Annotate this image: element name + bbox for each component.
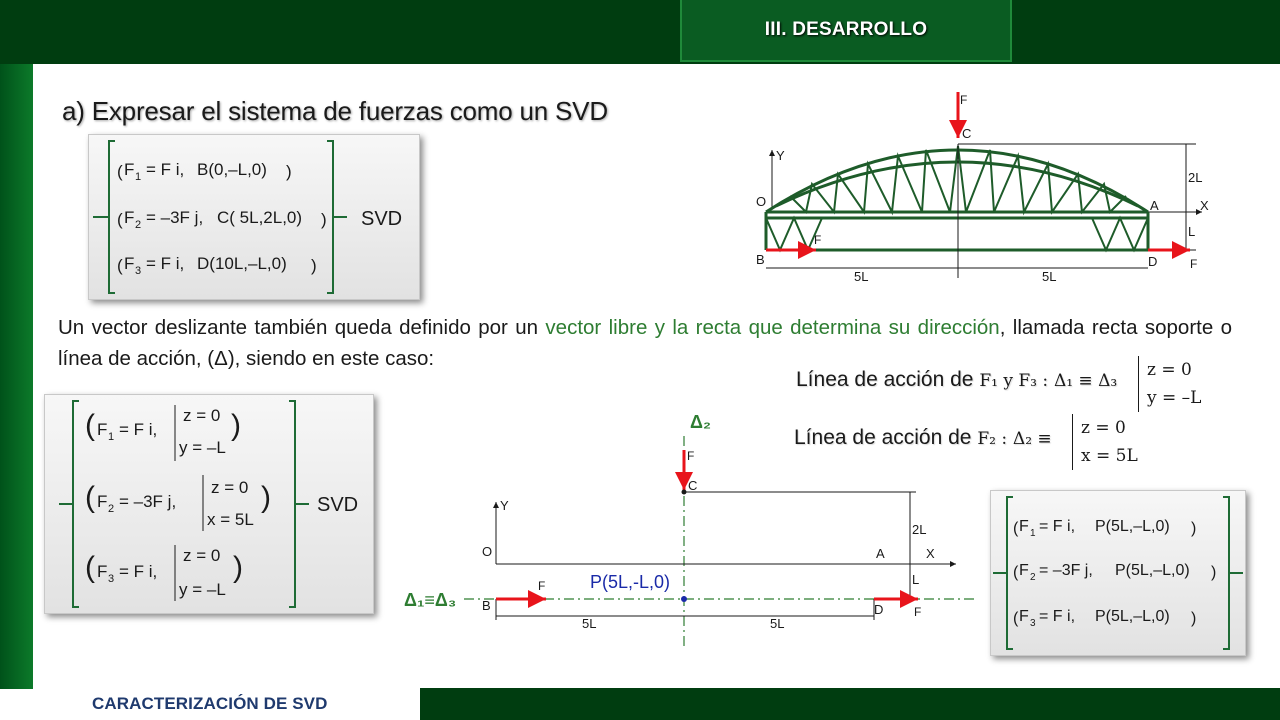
dimension-5l: 5L <box>770 616 785 631</box>
force-point: B(0,–L,0) <box>197 160 267 179</box>
svd-system-lines <box>45 395 373 613</box>
bracket-close: ) <box>1191 610 1197 627</box>
paragraph-text: , llamada recta soporte o línea de acción, (Δ), siendo en este caso: <box>58 316 1233 370</box>
force-symbol: F <box>1019 608 1029 625</box>
dimension-l: L <box>1188 224 1196 239</box>
dimension-2l: 2L <box>1188 170 1203 185</box>
force-subscript: 3 <box>135 265 142 277</box>
point-label-b: B <box>482 598 491 613</box>
delta2-label: Δ₂ <box>690 412 711 432</box>
condition: x = 5L <box>1081 446 1138 466</box>
dimension-5l: 5L <box>1042 269 1057 284</box>
bracket-close: ) <box>311 256 317 275</box>
force-equation: = F i, <box>1039 518 1076 535</box>
dimension-2l: 2L <box>912 522 927 537</box>
force-label-f3: F <box>914 605 922 619</box>
paragraph-text: Un vector deslizante también queda definido por un <box>58 316 546 339</box>
bracket-open: ( <box>117 162 123 181</box>
footer-title: CARACTERIZACIÓN DE SVD <box>92 694 328 713</box>
condition: z = 0 <box>1081 418 1126 438</box>
truss-diagram <box>740 88 1230 288</box>
force-label-f3: F <box>1190 257 1198 271</box>
force-subscript: 1 <box>108 431 115 443</box>
bracket-open: ( <box>85 409 95 442</box>
bracket-close: ) <box>1211 564 1217 581</box>
point-label-c: C <box>962 126 972 141</box>
point-label-d: D <box>874 602 884 617</box>
force-subscript: 1 <box>135 171 142 183</box>
svd-system-lines-box <box>44 394 374 614</box>
bracket-close: ) <box>233 551 243 584</box>
force-label-f1: F <box>538 579 546 593</box>
dimension-l: L <box>912 572 920 587</box>
dimension-5l: 5L <box>854 269 869 284</box>
axis-label-x: X <box>926 546 935 561</box>
bracket-open: ( <box>85 551 95 584</box>
bracket-open: ( <box>1013 564 1019 581</box>
section-title: III. DESARROLLO <box>680 0 1012 62</box>
top-bar <box>0 0 1280 64</box>
force-subscript: 1 <box>1030 528 1036 539</box>
force-subscript: 3 <box>1030 618 1036 629</box>
force-symbol: F <box>1019 518 1029 535</box>
point-label-b: B <box>756 252 765 267</box>
force-equation: = F i, <box>1039 608 1076 625</box>
bracket-close: ) <box>1191 520 1197 537</box>
force-point: D(10L,–L,0) <box>197 254 287 273</box>
point-label-d: D <box>1148 254 1158 269</box>
force-point: C( 5L,2L,0) <box>217 208 303 227</box>
force-equation: = F i, <box>146 254 185 273</box>
force-symbol: F <box>1019 562 1029 579</box>
svd-label: SVD <box>361 208 403 230</box>
bracket-close: ) <box>261 481 271 514</box>
action-line-equation: Δ₁ ≡ Δ₃ <box>1053 371 1118 391</box>
action-line-diagram <box>400 406 980 656</box>
force-label-f2: F <box>687 449 695 463</box>
condition: y = –L <box>1147 388 1202 408</box>
point-label-o: O <box>756 194 767 209</box>
svd-system-points <box>89 135 419 299</box>
force-subscript: 3 <box>108 573 115 585</box>
force-equation: = –3F j, <box>119 492 177 511</box>
line-condition: z = 0 <box>183 546 221 565</box>
truss-webbing <box>766 146 1148 250</box>
delta13-label: Δ₁≡Δ₃ <box>404 590 457 610</box>
action-line-1-conditions <box>1138 356 1201 412</box>
condition: z = 0 <box>1147 360 1192 380</box>
point-label-o: O <box>482 544 493 559</box>
line-condition: y = –L <box>179 580 226 599</box>
axis-label-y: Y <box>500 498 509 513</box>
bottom-bar <box>420 688 1280 720</box>
force-equation: = F i, <box>119 562 158 581</box>
left-accent-bar <box>0 64 33 689</box>
force-symbol: F <box>124 208 135 227</box>
bracket-open: ( <box>1013 520 1019 537</box>
action-line-label: Línea de acción de <box>796 368 974 391</box>
action-line-1 <box>796 368 1117 392</box>
bracket-open: ( <box>117 256 123 275</box>
bracket-open: ( <box>85 481 95 514</box>
point-p-label: P(5L,-L,0) <box>590 572 671 592</box>
point-label-a: A <box>876 546 885 561</box>
force-label-f1: F <box>814 233 822 247</box>
svd-system-common-point <box>991 491 1245 655</box>
action-line-equation: Δ₂ ≡ <box>1012 429 1052 449</box>
svd-label: SVD <box>317 494 359 516</box>
force-symbol: F <box>97 492 108 511</box>
dimension-5l: 5L <box>582 616 597 631</box>
force-subscript: 2 <box>1030 572 1036 583</box>
bracket-close: ) <box>231 409 241 442</box>
force-symbol: F <box>124 160 135 179</box>
definition-paragraph <box>58 312 1232 374</box>
bracket-open: ( <box>1013 610 1019 627</box>
point-p <box>681 596 687 602</box>
action-line-forces: F₁ y F₃ : <box>979 371 1049 391</box>
force-point: P(5L,–L,0) <box>1095 518 1170 535</box>
force-point: P(5L,–L,0) <box>1115 562 1190 579</box>
force-label-f2: F <box>960 93 968 107</box>
force-symbol: F <box>97 562 108 581</box>
force-equation: = F i, <box>119 420 158 439</box>
bracket-open: ( <box>117 210 123 229</box>
axis-label-x: X <box>1200 198 1209 213</box>
line-condition: x = 5L <box>207 510 254 529</box>
force-symbol: F <box>124 254 135 273</box>
action-line-label: Línea de acción de <box>794 426 972 449</box>
point-label-c: C <box>688 478 698 493</box>
page-heading: a) Expresar el sistema de fuerzas como un SVD <box>62 96 608 126</box>
paragraph-highlight: vector libre y la recta que determina su dirección <box>545 316 1000 339</box>
action-line-forces: F₂ : <box>977 429 1008 449</box>
point-c <box>682 490 687 495</box>
force-subscript: 2 <box>135 219 142 231</box>
svd-system-points-box <box>88 134 420 300</box>
force-symbol: F <box>97 420 108 439</box>
force-equation: = F i, <box>146 160 185 179</box>
line-condition: z = 0 <box>183 406 221 425</box>
force-equation: = –3F j, <box>1039 562 1093 579</box>
force-equation: = –3F j, <box>146 208 204 227</box>
svd-system-common-point-box <box>990 490 1246 656</box>
force-point: P(5L,–L,0) <box>1095 608 1170 625</box>
bracket-close: ) <box>286 162 292 181</box>
force-subscript: 2 <box>108 503 115 515</box>
axis-label-y: Y <box>776 148 785 163</box>
point-label-a: A <box>1150 198 1159 213</box>
line-condition: y = –L <box>179 438 226 457</box>
action-line-2-conditions <box>1072 414 1138 470</box>
line-condition: z = 0 <box>211 478 249 497</box>
bracket-close: ) <box>321 210 327 229</box>
